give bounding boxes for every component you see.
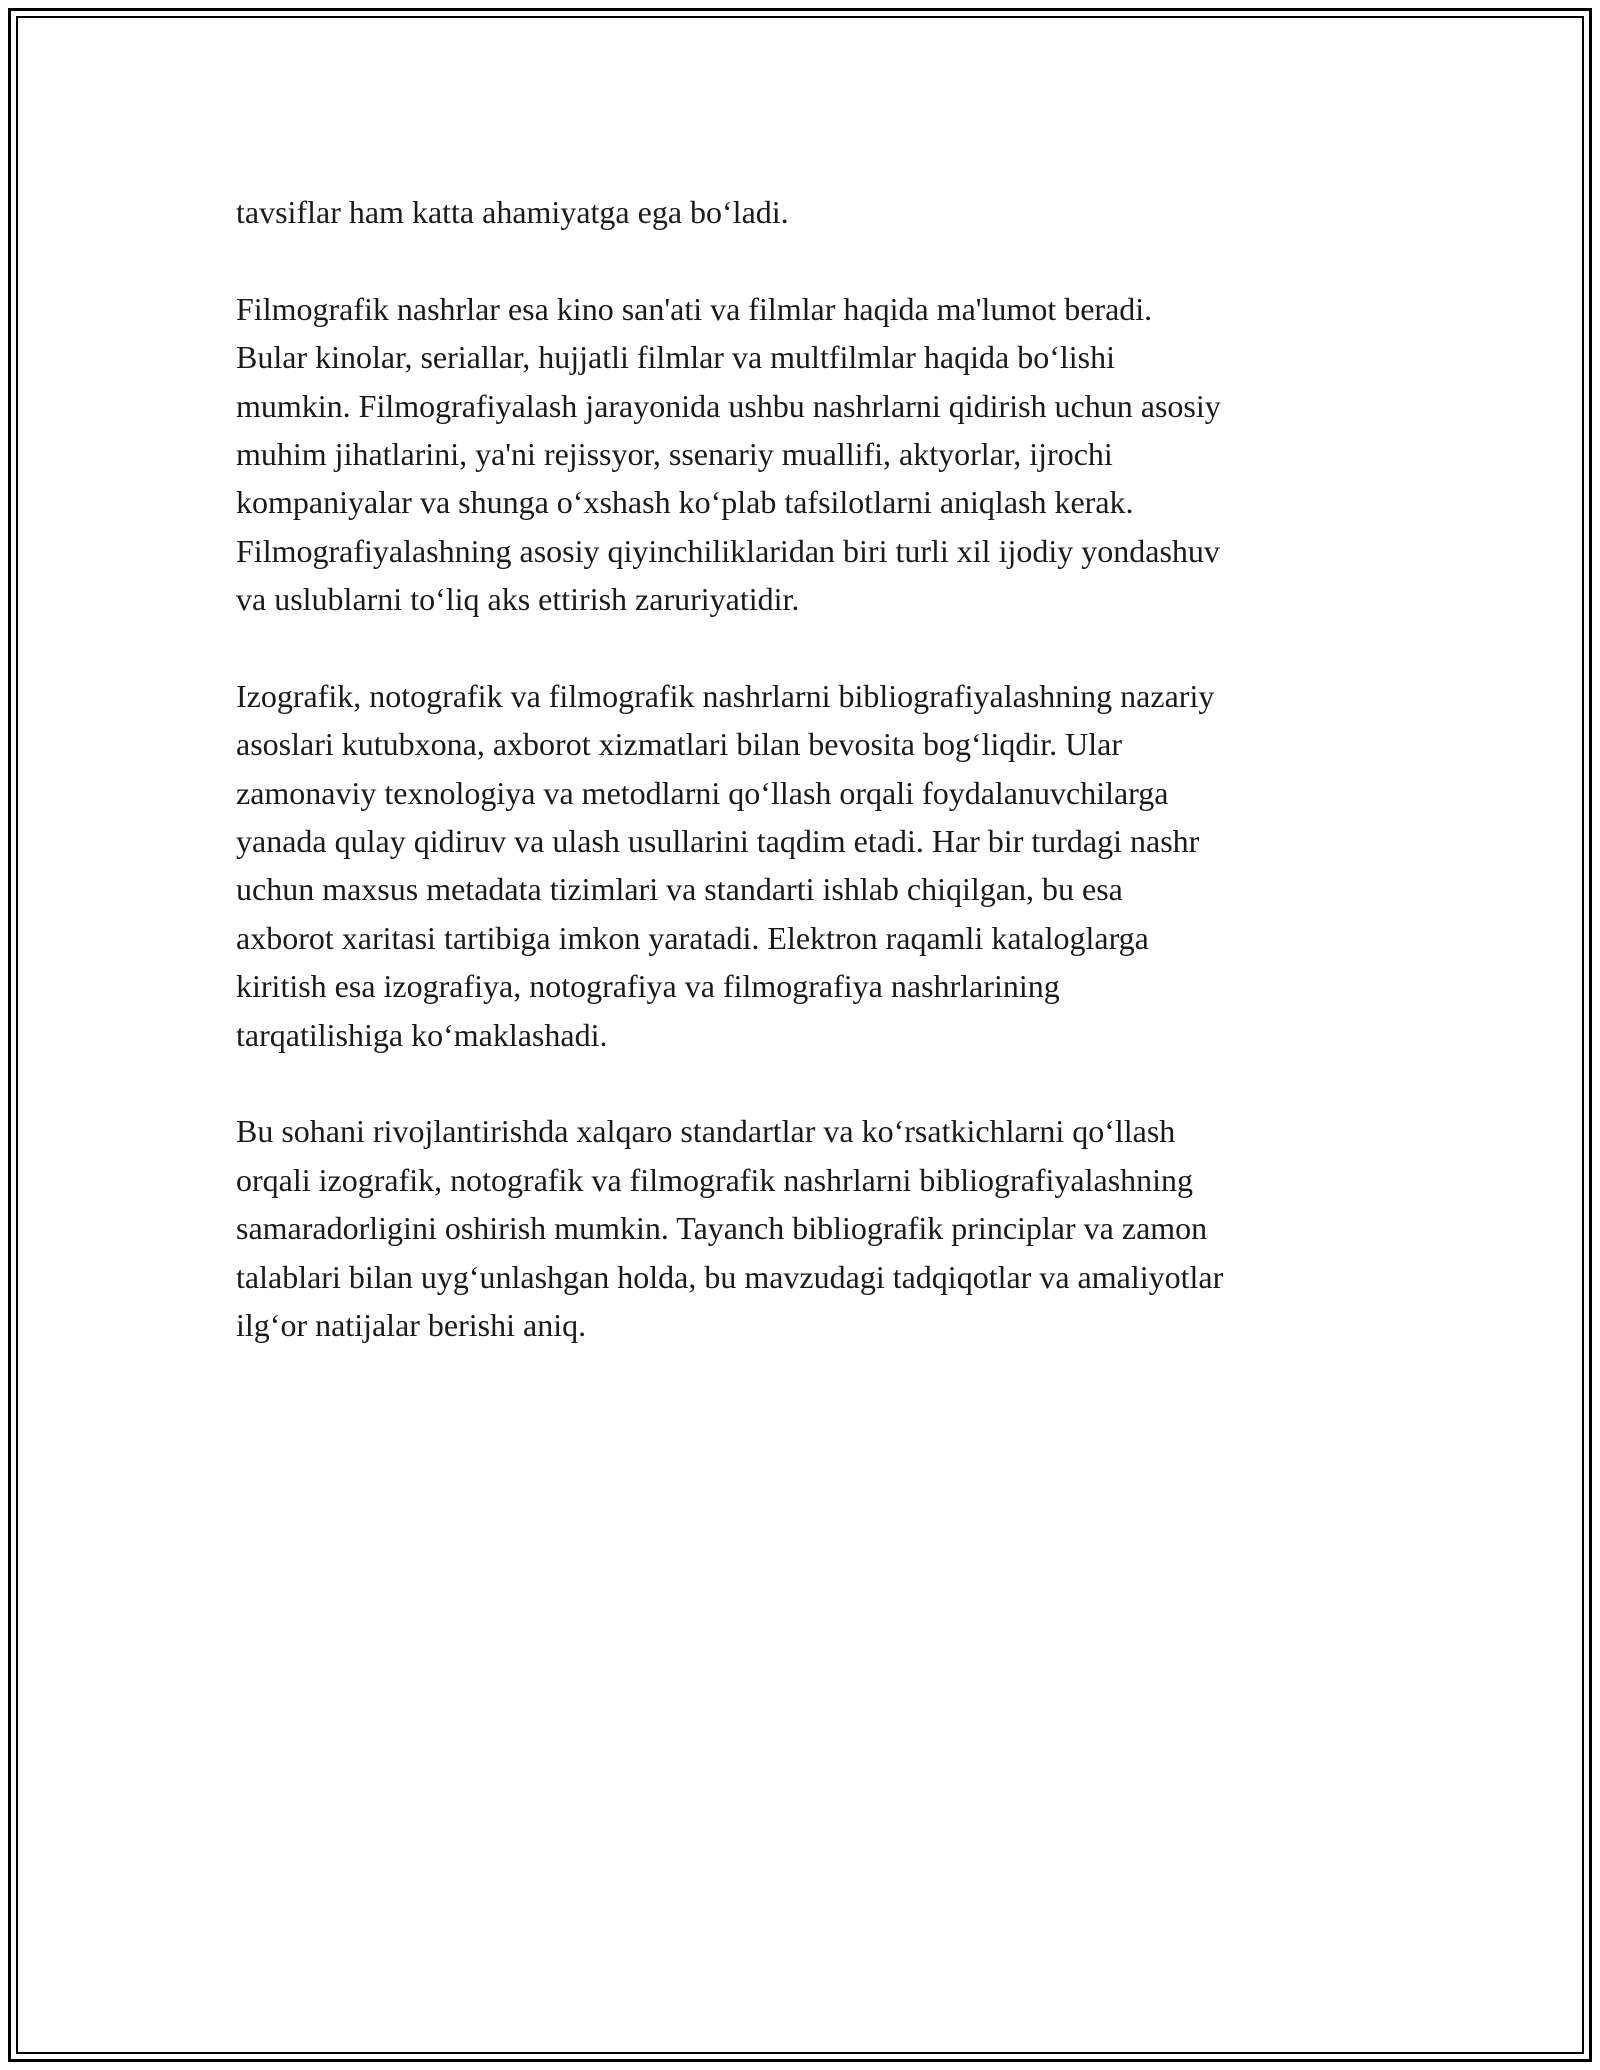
- text-line: uchun maxsus metadata tizimlari va standarti ishlab chiqilgan, bu esa: [236, 871, 1123, 908]
- text-line: asoslari kutubxona, axborot xizmatlari bilan bevosita bog‘liqdir. Ular: [236, 726, 1123, 763]
- text-line: Bu sohani rivojlantirishda xalqaro standartlar va ko‘rsatkichlarni qo‘llash: [236, 1113, 1176, 1150]
- text-line: axborot xaritasi tartibiga imkon yaratadi. Elektron raqamli kataloglarga: [236, 919, 1149, 956]
- text-line: ilg‘or natijalar berishi aniq.: [236, 1306, 587, 1343]
- paragraph: [236, 285, 1376, 624]
- paragraph: [236, 672, 1376, 1059]
- text-line: samaradorligini oshirish mumkin. Tayanch bibliografik principlar va zamon: [236, 1210, 1208, 1247]
- text-line: orqali izografik, notografik va filmografik nashrlarni bibliografiyalashning: [236, 1161, 1194, 1198]
- text-line: talablari bilan uyg‘unlashgan holda, bu mavzudagi tadqiqotlar va amaliyotlar: [236, 1258, 1224, 1295]
- paragraph: [236, 1107, 1376, 1349]
- text-line: tavsiflar ham katta ahamiyatga ega bo‘ladi.: [236, 194, 789, 230]
- text-line: Izografik, notografik va filmografik nashrlarni bibliografiyalashning nazariy: [236, 677, 1215, 714]
- text-line: Filmografiyalashning asosiy qiyinchiliklaridan biri turli xil ijodiy yondashuv: [236, 532, 1220, 569]
- text-line: kompaniyalar va shunga o‘xshash ko‘plab tafsilotlarni aniqlash kerak.: [236, 484, 1134, 521]
- text-line: Filmografik nashrlar esa kino san'ati va filmlar haqida ma'lumot beradi.: [236, 290, 1153, 327]
- text-line: kiritish esa izografiya, notografiya va filmografiya nashrlarining: [236, 968, 1060, 1005]
- paragraph: [236, 188, 1376, 236]
- text-line: va uslublarni to‘liq aks ettirish zaruriyatidir.: [236, 581, 800, 618]
- text-line: tarqatilishiga ko‘maklashadi.: [236, 1016, 608, 1053]
- text-line: Bular kinolar, seriallar, hujjatli filmlar va multfilmlar haqida bo‘lishi: [236, 339, 1115, 376]
- text-line: zamonaviy texnologiya va metodlarni qo‘llash orqali foydalanuvchilarga: [236, 774, 1169, 811]
- text-line: mumkin. Filmografiyalash jarayonida ushbu nashrlarni qidirish uchun asosiy: [236, 387, 1221, 424]
- text-line: yanada qulay qidiruv va ulash usullarini taqdim etadi. Har bir turdagi nashr: [236, 823, 1200, 860]
- text-line: muhim jihatlarini, ya'ni rejissyor, ssenariy muallifi, aktyorlar, ijrochi: [236, 435, 1113, 472]
- document-body: [236, 188, 1376, 1398]
